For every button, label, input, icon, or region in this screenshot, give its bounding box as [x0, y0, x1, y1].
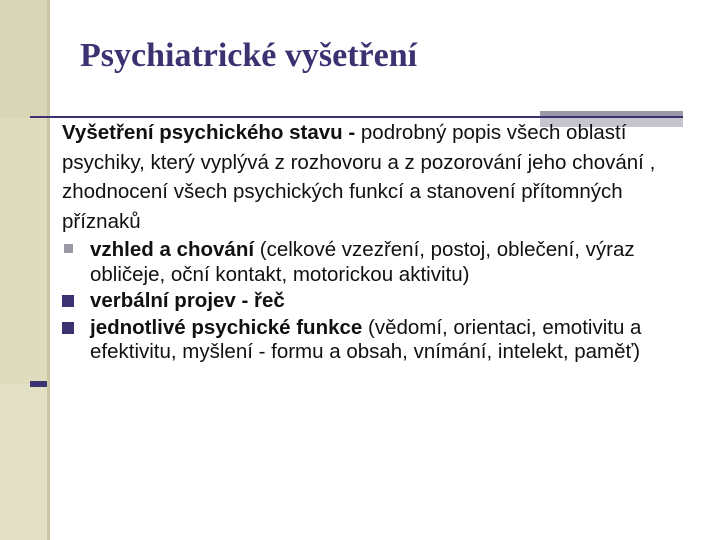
slide-title: Psychiatrické vyšetření	[80, 37, 418, 74]
bullet-heading: vzhled a chování	[90, 238, 255, 261]
hollow-square-bullet-icon	[62, 242, 76, 256]
left-band-top-stripe	[0, 0, 47, 118]
list-item	[62, 316, 682, 365]
bullet-heading: verbální projev - řeč	[90, 289, 285, 312]
intro-heading: Vyšetření psychického stavu -	[62, 121, 361, 144]
bullet-text: (vědomí, orientaci, emotivitu a efektivitu, myšlení - formu a obsah, vnímání, intelekt, paměť)	[90, 315, 642, 363]
bullet-heading: jednotlivé psychické funkce	[90, 315, 363, 339]
intro-text: podrobný popis všech oblastí psychiky, který vyplývá z rozhovoru a z pozorování jeho chování , zhodnocení všech psychických funkcí a stanovení přítomných příznaků	[62, 121, 656, 233]
list-item	[62, 238, 682, 287]
intro-paragraph	[62, 118, 682, 236]
slide-body	[62, 118, 682, 365]
title-underline-accent	[540, 111, 683, 116]
bullet-text: (celkové vzezření, postoj, oblečení, výraz obličeje, oční kontakt, motorickou aktivitu)	[90, 238, 635, 286]
vertical-divider	[47, 0, 50, 540]
filled-square-bullet-icon	[62, 295, 74, 307]
list-item	[62, 289, 682, 314]
left-band-middle-stripe	[0, 118, 47, 384]
filled-square-bullet-icon	[62, 322, 74, 334]
left-corner-mark	[30, 381, 47, 387]
